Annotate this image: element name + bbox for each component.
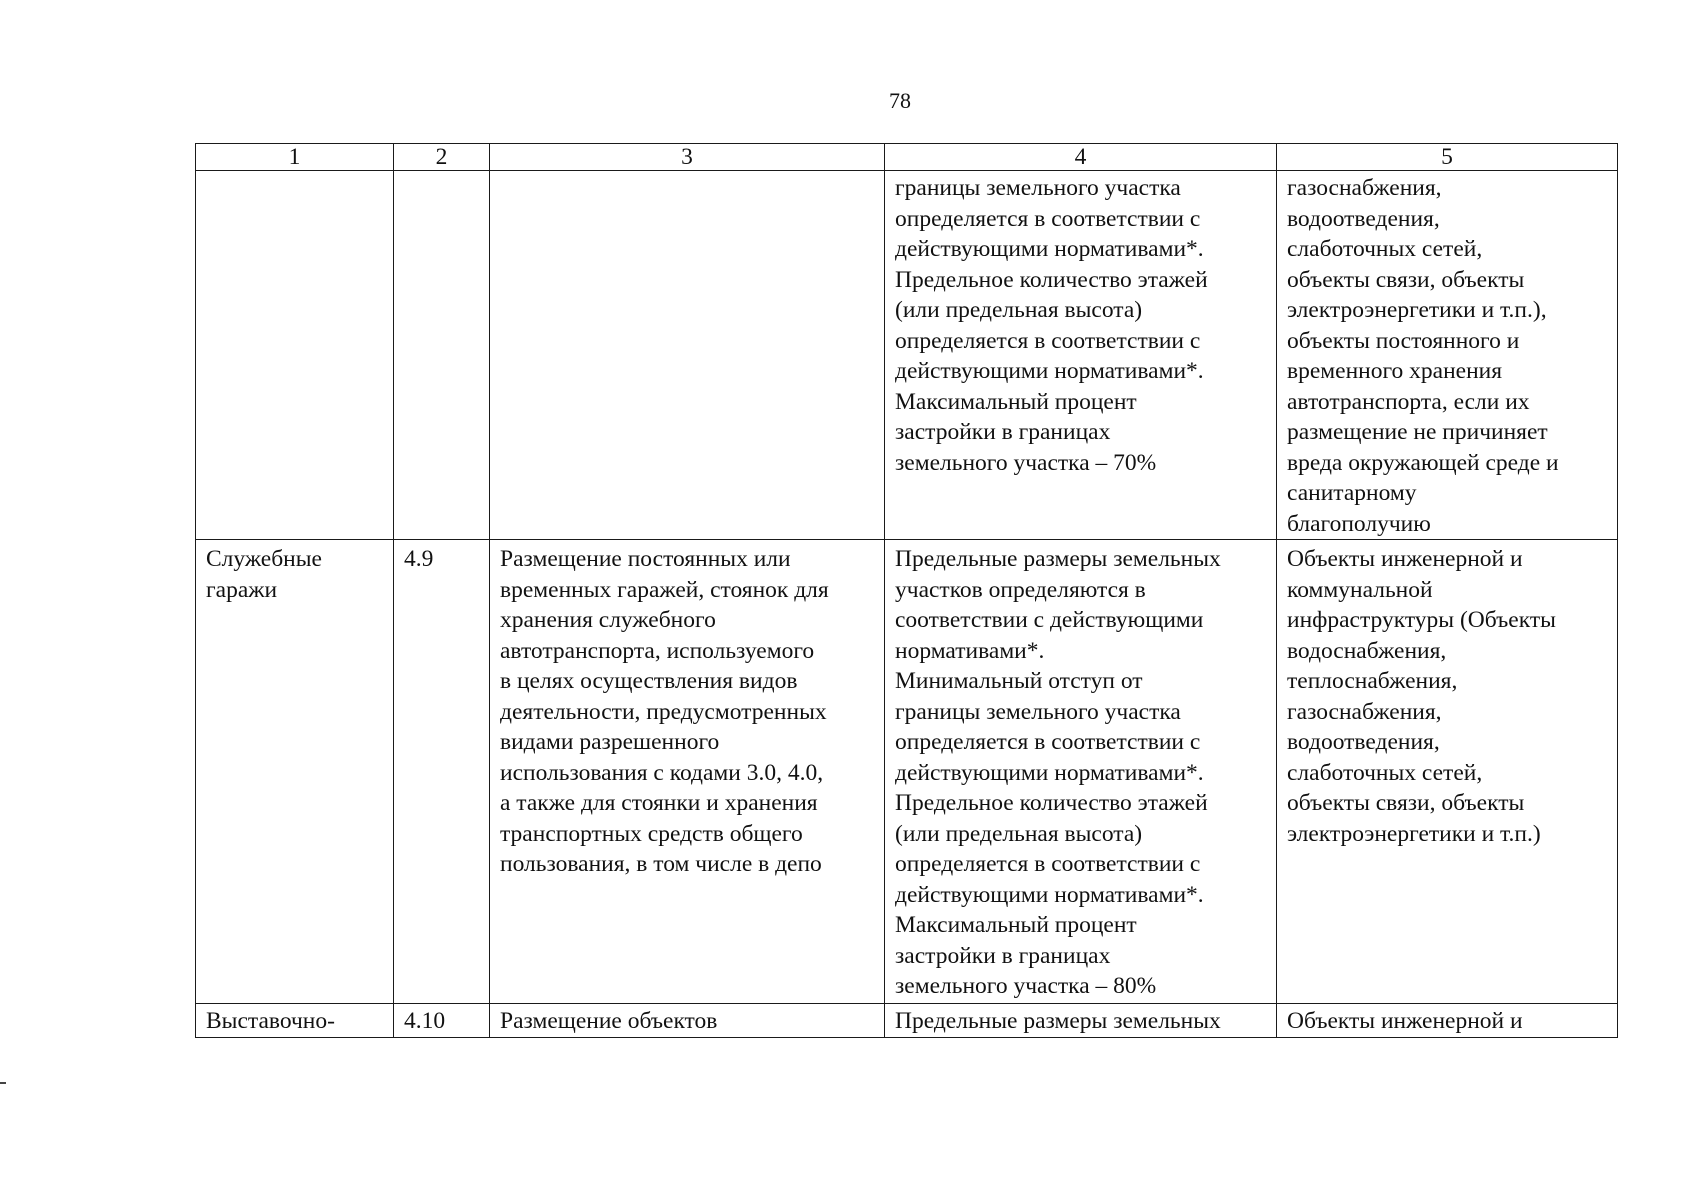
cell-text-line: гаражи	[206, 576, 278, 603]
use-code-cell	[394, 540, 490, 1004]
cell-text-line: водоотведения,	[1287, 729, 1440, 755]
cell-text-line: Максимальный процент	[895, 388, 1137, 415]
cell-text-line: границы земельного участка	[895, 175, 1181, 201]
cell-text-line: соответствии с действующими	[895, 607, 1204, 633]
header-col-5: 5	[1277, 144, 1618, 171]
cell-text-line: Предельное количество этажей	[895, 790, 1208, 816]
cell-text-line: транспортных средств общего	[500, 820, 803, 847]
cell-text-line: земельного участка – 70%	[895, 449, 1157, 476]
cell-text-line: видами разрешенного	[500, 729, 720, 755]
header-col-1: 1	[196, 144, 394, 171]
cell-text-line: Служебные	[206, 546, 322, 572]
parameters-cell	[885, 171, 1277, 540]
cell-text-line: объекты связи, объекты	[1287, 790, 1525, 816]
cell-text-line: действующими нормативами*.	[895, 759, 1204, 786]
cell-text-line: 4.9	[404, 546, 434, 572]
cell-text-line: участков определяются в	[895, 576, 1146, 603]
cell-text-line: Размещение постоянных или	[500, 546, 791, 572]
page-number: 78	[889, 88, 911, 113]
cell-text-line: а также для стоянки и хранения	[500, 790, 818, 816]
cell-text-line: действующими нормативами*.	[895, 358, 1204, 384]
cell-text-line: временных гаражей, стоянок для	[500, 576, 829, 603]
scan-artifact	[0, 1082, 6, 1084]
cell-text-line: автотранспорта, если их	[1287, 388, 1530, 415]
cell-text-line: земельного участка – 80%	[895, 973, 1157, 999]
cell-text-line: Объекты инженерной и	[1287, 546, 1523, 572]
cell-text-line: определяется в соответствии с	[895, 851, 1201, 877]
cell-text-line: Выставочно-	[206, 1008, 335, 1034]
table-row-service-garages	[196, 540, 1618, 1004]
cell-text-line: вреда окружающей среде и	[1287, 449, 1559, 476]
table-row-exhibition	[196, 1004, 1618, 1038]
cell-text-line: коммунальной	[1287, 576, 1433, 603]
use-code-cell	[394, 1004, 490, 1038]
cell-text-line: Минимальный отступ от	[895, 668, 1143, 694]
use-type-name-cell	[196, 540, 394, 1004]
use-type-name-cell	[196, 171, 394, 540]
table-row-continuation	[196, 171, 1618, 540]
cell-text-line: газоснабжения,	[1287, 175, 1442, 201]
cell-text-line: Объекты инженерной и	[1287, 1008, 1523, 1034]
header-col-2: 2	[394, 144, 490, 171]
cell-text-line: в целях осуществления видов	[500, 668, 798, 694]
cell-text-line: нормативами*.	[895, 637, 1045, 664]
use-description-cell	[490, 540, 885, 1004]
use-code-cell	[394, 171, 490, 540]
cell-text-line: слаботочных сетей,	[1287, 759, 1483, 786]
auxiliary-uses-cell	[1277, 540, 1618, 1004]
cell-text-line: определяется в соответствии с	[895, 205, 1201, 232]
cell-text-line: Максимальный процент	[895, 912, 1137, 938]
cell-text-line: определяется в соответствии с	[895, 729, 1201, 755]
cell-text-line: действующими нормативами*.	[895, 236, 1204, 262]
cell-text-line: благополучию	[1287, 510, 1431, 537]
cell-text-line: газоснабжения,	[1287, 698, 1442, 725]
cell-text-line: застройки в границах	[895, 942, 1111, 969]
cell-text-line: водоснабжения,	[1287, 637, 1447, 664]
cell-text-line: деятельности, предусмотренных	[500, 698, 827, 725]
auxiliary-uses-cell	[1277, 171, 1618, 540]
cell-text-line: застройки в границах	[895, 419, 1111, 445]
parameters-cell	[885, 540, 1277, 1004]
cell-text-line: использования с кодами 3.0, 4.0,	[500, 759, 824, 786]
auxiliary-uses-cell	[1277, 1004, 1618, 1038]
cell-text-line: объекты постоянного и	[1287, 327, 1520, 354]
parameters-cell	[885, 1004, 1277, 1038]
cell-text-line: Предельные размеры земельных	[895, 1008, 1221, 1034]
cell-text-line: объекты связи, объекты	[1287, 266, 1525, 293]
cell-text-line: временного хранения	[1287, 358, 1503, 384]
cell-text-line: хранения служебного	[500, 607, 716, 633]
header-col-4: 4	[885, 144, 1277, 171]
cell-text-line: определяется в соответствии с	[895, 327, 1201, 354]
cell-text-line: границы земельного участка	[895, 698, 1181, 725]
cell-text-line: размещение не причиняет	[1287, 419, 1548, 445]
cell-text-line: действующими нормативами*.	[895, 881, 1204, 908]
table-header-row	[196, 144, 1618, 171]
cell-text-line: автотранспорта, используемого	[500, 637, 815, 664]
cell-text-line: слаботочных сетей,	[1287, 236, 1483, 262]
header-col-3: 3	[490, 144, 885, 171]
cell-text-line: (или предельная высота)	[895, 297, 1143, 323]
cell-text-line: Предельные размеры земельных	[895, 546, 1221, 572]
cell-text-line: санитарному	[1287, 480, 1417, 506]
cell-text-line: (или предельная высота)	[895, 820, 1143, 847]
use-type-name-cell	[196, 1004, 394, 1038]
cell-text-line: 4.10	[404, 1008, 446, 1034]
cell-text-line: электроэнергетики и т.п.)	[1287, 820, 1541, 847]
land-use-table	[195, 143, 1618, 1038]
use-description-cell	[490, 1004, 885, 1038]
cell-text-line: электроэнергетики и т.п.),	[1287, 297, 1547, 323]
cell-text-line: теплоснабжения,	[1287, 668, 1458, 694]
cell-text-line: водоотведения,	[1287, 205, 1440, 232]
cell-text-line: инфраструктуры (Объекты	[1287, 607, 1556, 633]
cell-text-line: Предельное количество этажей	[895, 266, 1208, 293]
cell-text-line: Размещение объектов	[500, 1008, 718, 1034]
cell-text-line: пользования, в том числе в депо	[500, 851, 822, 877]
use-description-cell	[490, 171, 885, 540]
